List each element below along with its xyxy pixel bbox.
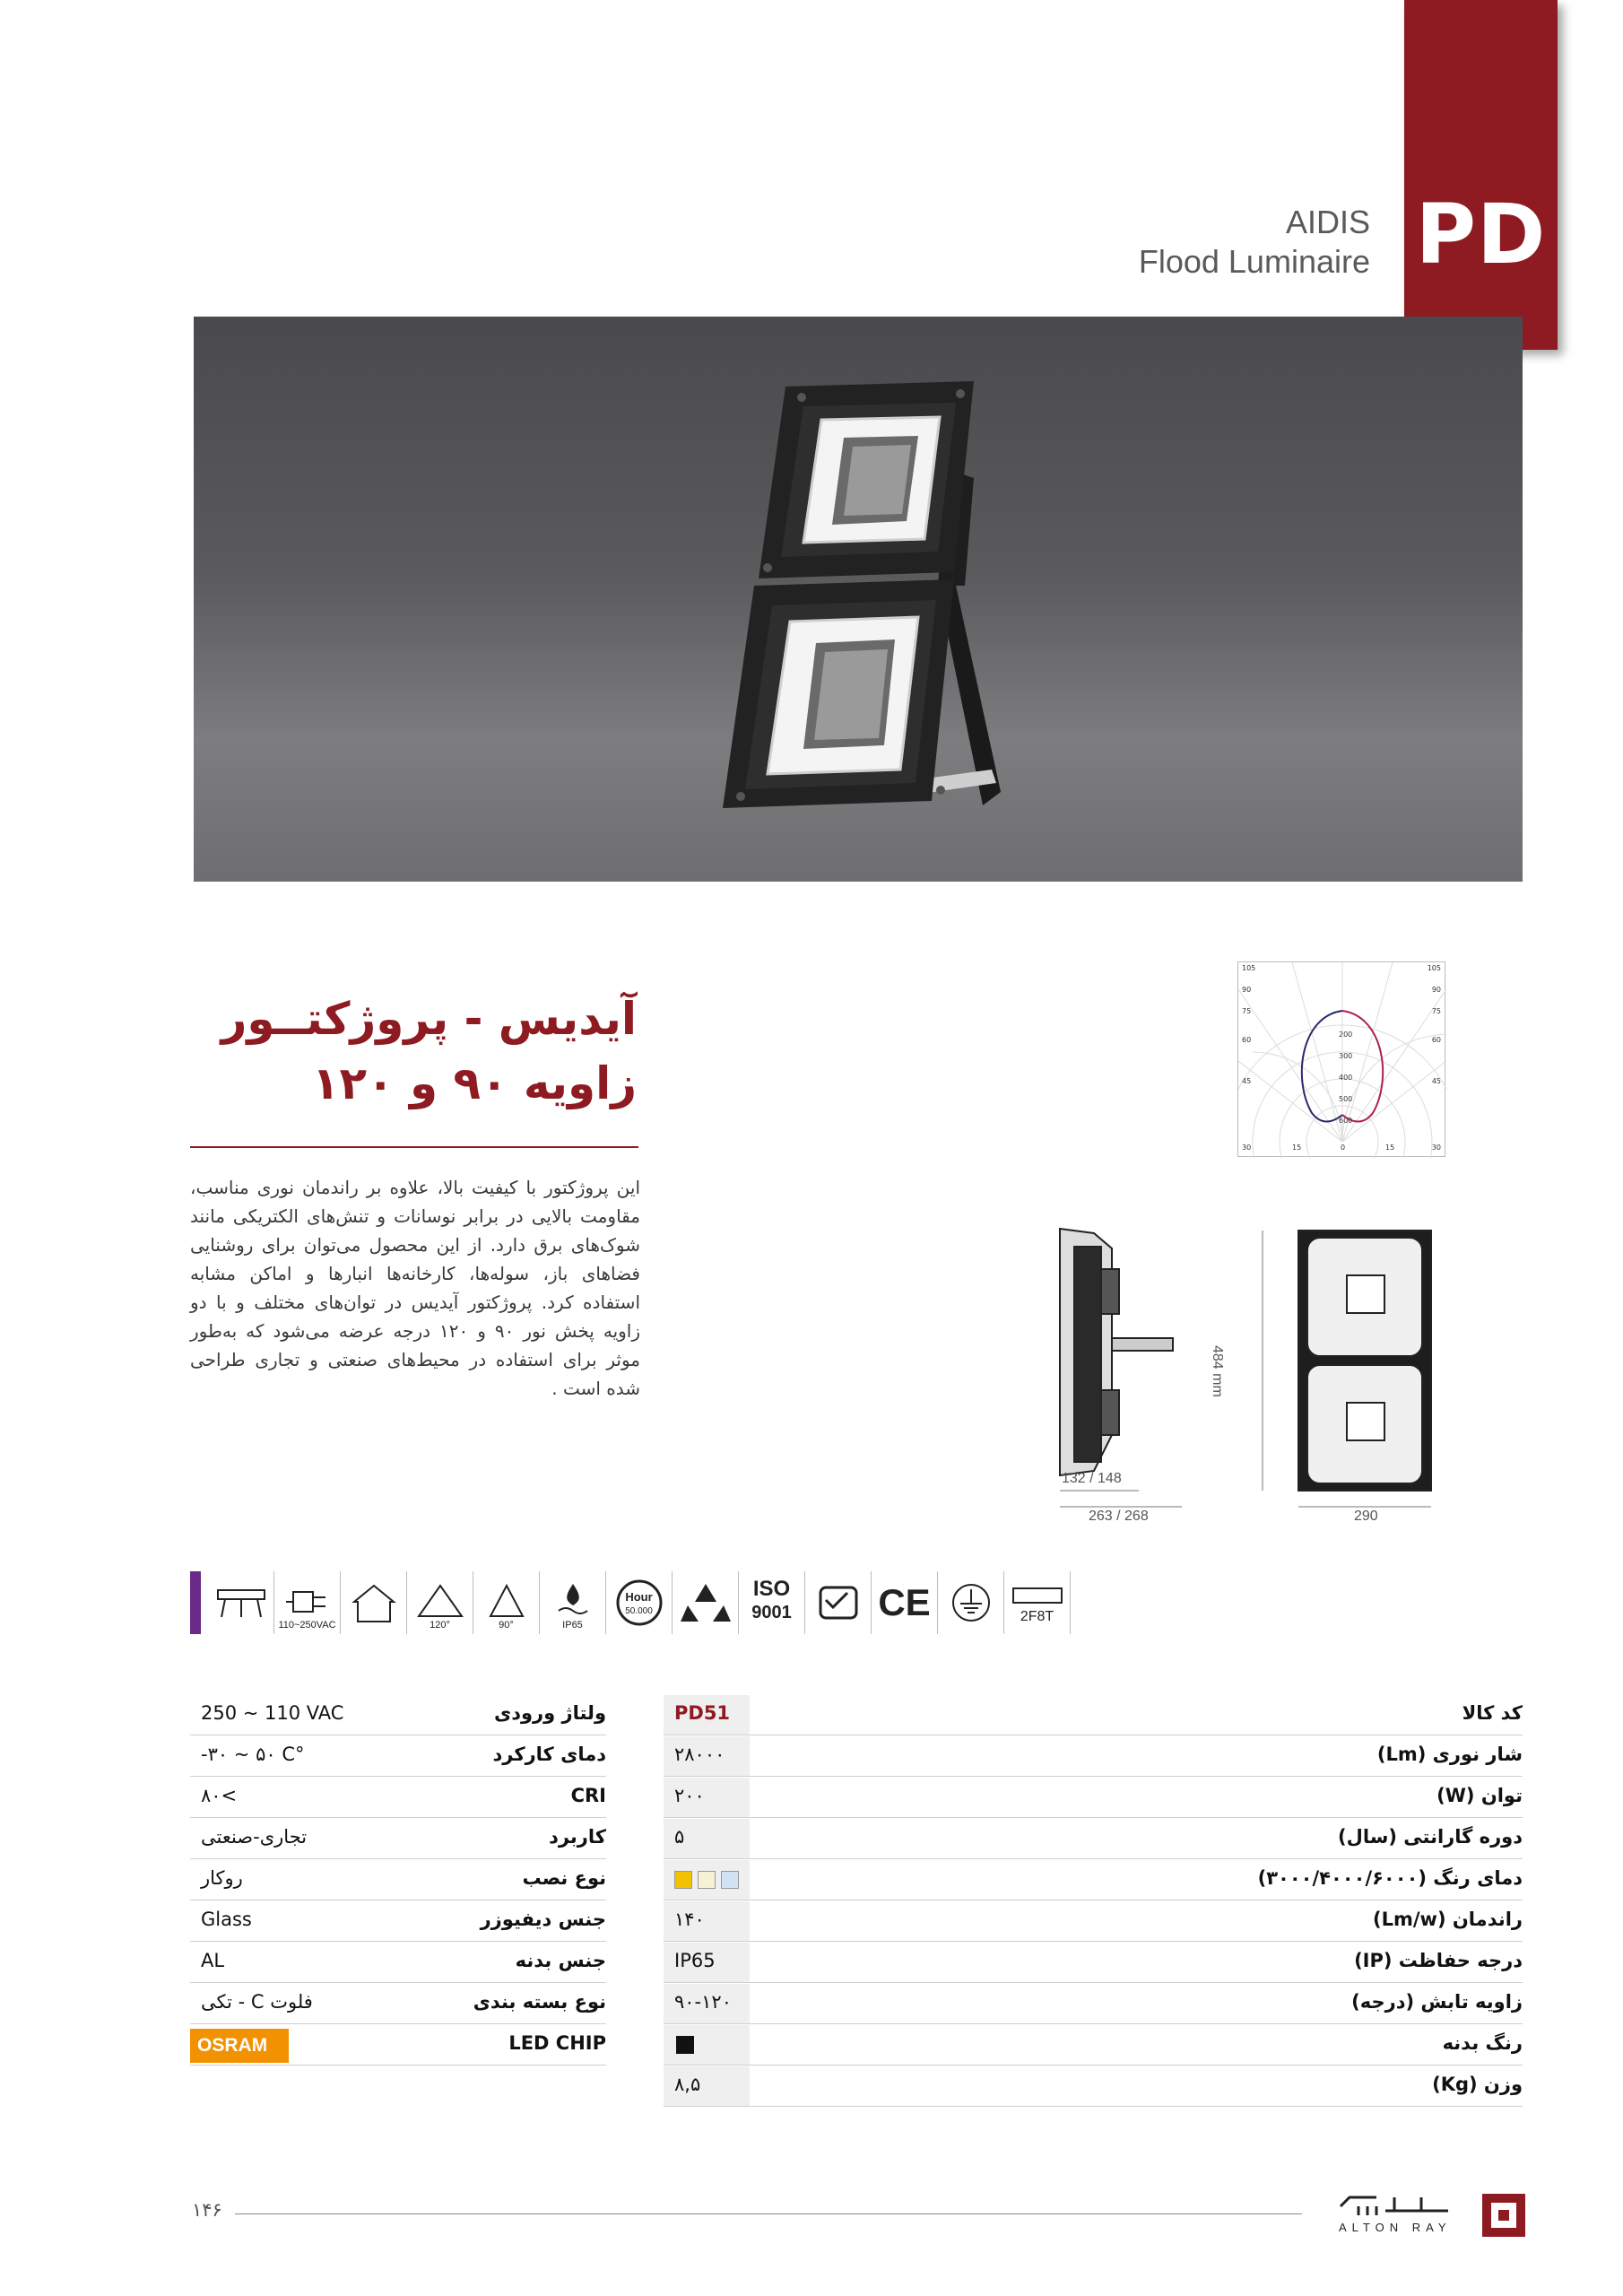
polar-label: 45	[1242, 1077, 1252, 1085]
table-row	[664, 1819, 1523, 1859]
table-row	[664, 1736, 1523, 1777]
spec-label: نوع نصب	[522, 1867, 606, 1889]
spec-value: ۸,۵	[674, 2074, 701, 2095]
spec-label: جنس دیفیوزر	[480, 1909, 606, 1930]
table-row	[664, 1695, 1523, 1735]
spec-label: CRI	[570, 1785, 606, 1806]
footer-divider	[235, 2213, 1302, 2214]
polar-label: 500	[1339, 1095, 1353, 1103]
width-dimension-side: 263 / 268	[1089, 1509, 1149, 1524]
ce-icon	[872, 1571, 938, 1634]
hour-label: Hour	[625, 1590, 653, 1604]
table-row	[190, 1819, 606, 1859]
table-row	[190, 1901, 606, 1942]
spec-value: ۵	[674, 1826, 685, 1848]
color-temp-swatch-cool	[721, 1871, 739, 1889]
table-row	[190, 1695, 606, 1735]
table-row	[664, 1860, 1523, 1900]
table-row	[664, 2066, 1523, 2107]
spec-value: ۲۸۰۰۰	[674, 1744, 725, 1765]
spec-label: LED CHIP	[508, 2032, 606, 2054]
table-row	[190, 1778, 606, 1818]
spec-value: Glass	[201, 1909, 252, 1930]
section-code: PD	[1415, 187, 1547, 283]
body-color-swatch	[676, 2036, 694, 2054]
ip65-icon	[540, 1571, 606, 1634]
spec-value: ۹۰-۱۲۰	[674, 1991, 732, 2013]
spec-value: روکار	[201, 1867, 243, 1889]
recycle-icon	[673, 1571, 739, 1634]
table-row	[664, 1778, 1523, 1818]
iso-label: ISO	[752, 1577, 791, 1601]
spec-label: ولتاژ ورودی	[493, 1702, 606, 1724]
product-brand: AIDIS	[1285, 204, 1370, 240]
polar-label: 15	[1292, 1144, 1302, 1152]
plug-label: 110~250VAC	[278, 1620, 336, 1631]
polar-label: 105	[1242, 964, 1256, 972]
polar-label: 0	[1341, 1144, 1346, 1152]
product-code-value: PD51	[674, 1702, 731, 1724]
led-chip-brand-badge: OSRAM	[190, 2029, 289, 2063]
hour-icon	[606, 1571, 673, 1634]
title-line-2: زاویه ۹۰ و ۱۲۰	[311, 1057, 637, 1109]
table-row	[190, 1984, 606, 2024]
beam-angle-120-label: 120°	[430, 1620, 450, 1631]
spec-value: تجاری-صنعتی	[201, 1826, 308, 1848]
spec-label: دمای کارکرد	[492, 1744, 606, 1765]
polar-label: 15	[1385, 1144, 1395, 1152]
logo-wordmark: ALTON RAY	[1339, 2221, 1452, 2234]
table-row	[664, 1943, 1523, 1983]
spec-label: دوره گارانتی (سال)	[1338, 1826, 1523, 1848]
polar-label: 400	[1339, 1074, 1353, 1082]
spec-label: دمای رنگ (۳۰۰۰/۴۰۰۰/۶۰۰۰)	[1257, 1867, 1523, 1889]
polar-label: 300	[1339, 1052, 1353, 1060]
product-photo	[194, 317, 1523, 882]
polar-label: 90	[1242, 986, 1252, 994]
2f8t-label: 2F8T	[1020, 1609, 1055, 1624]
polar-label: 90	[1431, 986, 1441, 994]
product-subtitle: Flood Luminaire	[1138, 243, 1370, 280]
icon-strip-accent	[190, 1571, 201, 1634]
ip65-label: IP65	[562, 1620, 583, 1631]
width-dimension-front: 290	[1354, 1509, 1378, 1524]
polar-label: 200	[1339, 1031, 1353, 1039]
page-number: ۱۴۶	[192, 2199, 222, 2221]
spec-label: وزن (Kg)	[1432, 2074, 1523, 2095]
table-row	[190, 2025, 606, 2066]
color-temp-swatch-neutral	[698, 1871, 716, 1889]
beam-angle-90-icon	[473, 1571, 540, 1634]
feature-icon-strip	[190, 1571, 1071, 1634]
spec-label: شار نوری (Lm)	[1376, 1744, 1523, 1765]
plug-icon	[274, 1571, 341, 1634]
beam-angle-120-icon	[407, 1571, 473, 1634]
polar-label: 60	[1431, 1036, 1441, 1044]
spec-value: ۲۰۰	[674, 1785, 705, 1806]
spec-label: زاویه تابش (درجه)	[1351, 1991, 1523, 2013]
title-line-1: آیدیس - پروژکتــور	[221, 993, 637, 1045]
polar-label: 75	[1242, 1007, 1252, 1015]
iso-number: 9001	[751, 1603, 792, 1622]
iso-icon	[739, 1571, 805, 1634]
spec-label: کاربرد	[549, 1826, 606, 1848]
polar-light-distribution-diagram	[1237, 961, 1445, 1157]
ce-label: CE	[878, 1581, 931, 1623]
beam-angle-90-label: 90°	[499, 1620, 514, 1631]
table-row	[190, 1943, 606, 1983]
ceiling-mount-icon	[208, 1571, 274, 1634]
section-tab	[1404, 0, 1558, 350]
spec-label: جنس بدنه	[515, 1950, 606, 1971]
spec-label: رنگ بدنه	[1442, 2032, 1523, 2054]
polar-label: 30	[1242, 1144, 1252, 1152]
technical-drawings	[1049, 1211, 1497, 1525]
spec-label: کد کالا	[1462, 1702, 1523, 1724]
spec-value: 250 ~ 110 VAC	[201, 1702, 344, 1724]
table-row	[664, 1901, 1523, 1942]
insulation-class-icon	[805, 1571, 872, 1634]
spec-label: راندمان (Lm/w)	[1373, 1909, 1523, 1930]
polar-label: 75	[1431, 1007, 1441, 1015]
header-titles	[1139, 203, 1370, 282]
table-row	[190, 1736, 606, 1777]
polar-label: 60	[1242, 1036, 1252, 1044]
hour-value: 50.000	[625, 1606, 653, 1616]
polar-label: 105	[1427, 964, 1441, 972]
spec-value: -۳۰ ~ ۵۰ C°	[201, 1744, 305, 1765]
ground-icon	[938, 1571, 1004, 1634]
spec-value: IP65	[674, 1950, 716, 1971]
depth-dimension: 132 / 148	[1062, 1471, 1122, 1486]
polar-label: 600	[1339, 1117, 1353, 1125]
height-dimension: 484 mm	[1210, 1345, 1225, 1397]
polar-label: 30	[1431, 1144, 1441, 1152]
spec-value: ۸۰<	[201, 1785, 238, 1806]
product-description: این پروژکتور با کیفیت بالا، علاوه بر راندمان نوری مناسب، مقاومت بالایی در برابر نوسانات و تنش‌های الکتریکی مانند شوک‌های برق دارد. از این محصول می‌توان برای روشنایی فضاهای باز، سوله‌ها، کارخانه‌ها انبارها و اماکن مشابه استفاده کرد. پروژکتور آیدیس در توان‌های مختلف و با دو زاویه پخش نور ۹۰ و ۱۲۰ درجه عرضه می‌شود که به‌طور موثر برای استفاده در محیط‌های صنعتی و تجاری طراحی شده است .	[190, 1177, 641, 1399]
table-row	[664, 1984, 1523, 2024]
table-row	[190, 1860, 606, 1900]
spec-value: AL	[201, 1950, 225, 1971]
color-temp-swatch-warm	[674, 1871, 692, 1889]
product-title	[170, 987, 637, 1116]
spec-value: ۱۴۰	[674, 1909, 705, 1930]
table-row	[664, 2025, 1523, 2066]
polar-label: 45	[1431, 1077, 1441, 1085]
house-icon	[341, 1571, 407, 1634]
spec-label: توان (W)	[1436, 1785, 1523, 1806]
spec-value: تکی - C فلوت	[201, 1991, 313, 2013]
2f8t-icon	[1004, 1571, 1071, 1634]
title-divider	[190, 1146, 638, 1148]
spec-label: نوع بسته بندی	[473, 1991, 606, 2013]
spec-label: درجه حفاظت (IP)	[1354, 1950, 1523, 1971]
alton-ray-logo	[1323, 2188, 1529, 2242]
